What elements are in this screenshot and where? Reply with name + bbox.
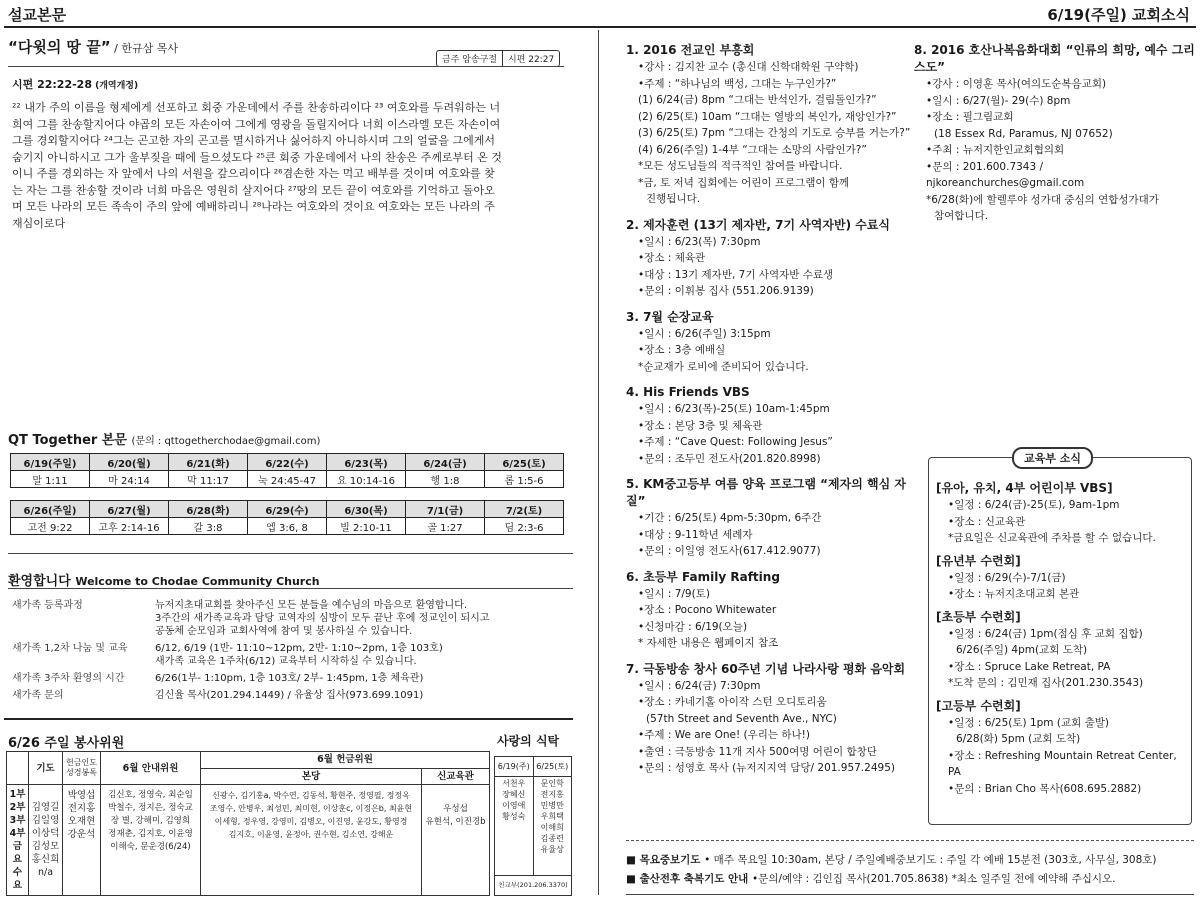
news-section-item: •장소 : 체육관 [638,252,706,264]
welcome-divider [8,588,573,589]
meal-name: 민병만 [540,800,564,810]
qt-ref: 말 1:11 [11,471,90,488]
footer-line-birth [626,871,1196,886]
meal-name: 서천우 [502,778,526,788]
vol-header-prayer: 기도 [29,752,63,785]
section-title-news: 6/19(주일) 교회소식 [1047,6,1190,24]
scripture-line: 그를 경외할지어다 ²⁴그는 곤고한 자의 곤고를 멸시하거나 싫어하지 아니하시며 그의 얼굴을 그에게서 [12,134,495,147]
scripture-line: 숨기지 아니하시고 그가 울부짖을 때에 들으셨도다 ²⁵큰 회중 가운데에서 나의 찬송은 주께로부터 온 것 [12,150,502,164]
sermon-title [8,36,178,57]
vol-guide [101,785,201,896]
welcome-line: 김신율 목사(201.294.1449) / 유율상 집사(973.699.1091) [155,690,424,701]
meal-header-row [495,757,572,777]
welcome-row-label: 새가족 1,2차 나눔 및 교육 [12,643,128,654]
qt-ref: 골 1:27 [406,518,485,535]
news-section-item: •강사 : 이영훈 목사(여의도순복음교회) [926,78,1107,90]
vol-name: 박영섭 [67,790,96,802]
news-section-item: •대상 : 9-11학년 세례자 [638,528,753,541]
news-section-item: 6/26(주일) 4pm(교회 도착) [956,644,1088,656]
vol-name: 전지홍 [67,803,96,815]
welcome-row-registration [12,599,572,638]
news-section-heading: 6. 초등부 Family Rafting [626,569,780,584]
scripture-line: ²² 내가 주의 이름을 형제에게 선포하고 회중 가운데에서 주를 찬송하리이다 ²³ 여호와를 두려워하는 너 [12,101,501,114]
qt-ref: 고후 2:14-16 [90,518,169,535]
news-section-item: •장소 : 카네기홀 아이작 스턴 오디토리움 [638,696,827,708]
qt-ref: 딤 2:3-6 [485,518,564,535]
news-section-heading: [초등부 수련회] [936,609,1021,624]
vol-line: 박철수, 정지은, 정숙교 [108,803,193,814]
meal-name: 이영애 [502,800,526,810]
welcome-row-week3 [12,672,572,685]
news-section-item: •문의 : 이일영 전도사(617.412.9077) [638,545,821,557]
vol-line: 조영수, 안병우, 최성민, 최미현, 이상훈c, 이정은b, 최윤현 [209,804,413,814]
education-news-content [936,480,1190,803]
meal-body-row [495,776,572,875]
qt-ref-row [11,518,564,535]
qt-table-week2 [10,500,564,535]
qt-ref: 막 11:17 [169,471,248,488]
news-section-item: *순교재가 로비에 준비되어 있습니다. [638,360,809,373]
news-section-item: •일정 : 6/24(금)-25(토), 9am-1pm [948,499,1120,511]
news-section-heading: [유년부 수련회] [936,553,1021,568]
meal-note-row [495,876,572,896]
meal-name: 문인학 [540,778,564,788]
vol-header-usher: 헌금인도 성경봉독 [63,752,101,785]
news-section-item: •일시 : 6/26(주일) 3:15pm [638,327,771,340]
vol-line: 김신호, 정영숙, 최순임 [108,790,193,801]
news-section-item: •주제 : We are One! (우리는 하나!) [638,729,810,741]
news-section [626,309,916,376]
news-section-item: *도착 문의 : 김민재 집사(201.230.3543) [948,677,1144,689]
news-section-item: •장소 : 본당 3층 및 체육관 [638,419,763,432]
news-section-item: 참여합니다. [934,210,989,222]
footer-birth-text: •문의/예약 : 김인집 목사(201.705.8638) *최소 일주일 전에 예약해 주십시오. [751,873,1116,885]
memory-verse-label: 금주 암송구절 [442,55,498,65]
qt-date: 6/26(주일) [11,501,90,518]
qt-date: 6/22(수) [248,454,327,471]
news-section-item: (3) 6/25(토) 7pm “그대는 간청의 기도로 승부를 거는가?” [638,127,911,139]
news-section-heading: 4. His Friends VBS [626,385,750,399]
footer-bottom-line [626,894,1194,895]
news-section [626,661,916,777]
vol-name: 오재현 [67,816,96,828]
qt-date-row [11,454,564,471]
vol-name: 우성섭 [443,804,468,815]
education-news-title: 교육부 소식 [1012,447,1093,469]
news-section [626,42,916,208]
vol-line: 신광수, 김기홍a, 박수연, 김동석, 황현주, 정영필, 정정옥 [212,791,410,801]
qt-ref: 롬 1:5-6 [485,471,564,488]
vol-service: 3부 [9,815,26,827]
scripture-line: 는 자는 그를 찬송할 것이라 너희 마음은 영원히 살지어다 ²⁷땅의 모든 끝이 여호와를 기억하고 돌아오 [12,183,495,197]
news-section-item: •장소 : Spruce Lake Retreat, PA [948,660,1111,673]
welcome-line: 공동체 순모임과 교회사역에 참여 및 봉사하실 수 있습니다. [155,626,413,637]
news-section-heading: 3. 7월 순장교육 [626,309,714,324]
news-section-item: •신청마감 : 6/19(오늘) [638,620,748,633]
news-section-item: •장소 : Refreshing Mountain Retreat Center, PA [948,749,1177,778]
meal-name: 김종련 [540,833,564,843]
volunteers-table [6,751,490,896]
vol-service: 2부 [9,802,26,814]
qt-date: 6/21(화) [169,454,248,471]
vol-name: 홍신희 [31,854,60,866]
sermon-title-text: “다윗의 땅 끝” [8,38,111,56]
news-section-item: •문의 : 조두민 전도사(201.820.8998) [638,452,821,465]
qt-date: 6/28(화) [169,501,248,518]
welcome-heading [8,570,320,589]
news-section-item: •장소 : 필그림교회 [926,111,1014,123]
scripture-reference [12,76,138,92]
meal-name: 유율상 [540,844,564,854]
vol-name: 김영길 [31,802,60,814]
news-section-item: •장소 : 뉴저지초대교회 본관 [948,588,1080,600]
sermon-pastor: 한규삼 목사 [121,42,178,55]
meal-col2 [533,776,572,875]
news-section-item: 진행됩니다. [646,193,701,205]
news-section-heading: 8. 2016 호산나복음화대회 “인류의 희망, 예수 그리스도” [914,43,1195,74]
news-section-item: *모든 성도님들의 적극적인 참여를 바랍니다. [638,160,843,172]
meal-table [494,756,572,896]
vol-name: 유현석, 이진경b [425,817,486,828]
welcome-line: 3주간의 새가족교육과 담당 교역자의 심방이 모두 끝난 후에 정교인이 되시고 [155,613,490,624]
news-section-item: •장소 : Pocono Whitewater [638,604,777,616]
welcome-line: 6/12, 6/19 (1반- 11:10~12pm, 2반- 1:10~2pm, 1층 103호) [155,643,443,654]
meal-name: 우희택 [540,811,564,821]
news-section-item: •문의 : 성영호 목사 (뉴저지지역 담당/ 201.957.2495) [638,762,895,774]
memory-verse-tag [436,50,560,67]
qt-ref: 고전 9:22 [11,518,90,535]
vol-name: n/a [37,867,54,879]
news-section-heading: 5. KM중고등부 여름 양육 프로그램 “제자의 핵심 자질” [626,477,906,508]
meal-date: 6/19(주) [495,757,534,777]
news-section-item: •장소 : 3층 예배실 [638,344,726,356]
news-section [626,384,916,467]
qt-date: 6/23(목) [327,454,406,471]
section-title-sermon: 설교본문 [8,6,66,24]
news-section-item: •일시 : 6/24(금) 7:30pm [638,679,761,692]
welcome-row-text [155,672,572,685]
qt-date: 6/19(주일) [11,454,90,471]
vol-header-offering: 6월 헌금위원 [201,752,490,769]
news-section-item: 6/28(화) 5pm (교회 도착) [956,733,1081,745]
qt-date-row [11,501,564,518]
news-section-heading: 1. 2016 전교인 부흥회 [626,43,755,57]
news-section-item: (57th Street and Seventh Ave., NYC) [646,712,837,725]
vol-name: 강운석 [67,829,96,841]
meal-date: 6/25(토) [533,757,572,777]
news-section [626,569,916,652]
qt-ref: 빌 2:10-11 [327,518,406,535]
meal-col1 [495,776,534,875]
vol-name: 김성모 [31,841,60,853]
sermon-divider [8,66,564,67]
news-section [626,476,916,560]
news-section-item: •출연 : 극동방송 11개 지사 500여명 어린이 합창단 [638,745,877,758]
qt-ref: 갈 3:8 [169,518,248,535]
meal-note: 친교부(201.206.3370) [495,876,572,896]
qt-ref-row [11,471,564,488]
news-section [936,553,1190,603]
welcome-row-text [155,642,572,668]
news-section-item: (4) 6/26(주일) 1-4부 “그대는 소망의 사람인가?” [638,143,867,156]
news-section-item: •주제 : “하나님의 백성, 그대는 누구인가?” [638,77,837,90]
vol-name: 김일영 [31,815,60,827]
welcome-row-education [12,642,572,668]
news-section [626,217,916,300]
vol-main [201,785,422,896]
qt-ref: 행 1:8 [406,471,485,488]
qt-ref: 엡 3:6, 8 [248,518,327,535]
news-section-item: •대상 : 13기 제자반, 7기 사역자반 수료생 [638,268,834,281]
welcome-line: 뉴저지초대교회를 찾아주신 모든 분들을 예수님의 마음으로 환영합니다. [155,600,468,611]
news-section-item: •주최 : 뉴저지한인교회협의회 [926,144,1065,156]
vol-line: 이세형, 정우영, 강영미, 김병오, 이진영, 윤강도, 황영경 [214,817,408,827]
footer-line-prayer [626,852,1196,867]
qt-date: 6/20(월) [90,454,169,471]
scripture-line: 며 모든 나라의 모든 족속이 주의 앞에 예배하리니 ²⁸나라는 여호와의 것이요 여호와는 모든 나라의 주 [12,200,495,213]
qt-ref: 눅 24:45-47 [248,471,327,488]
welcome-line: 6/26(1부- 1:10pm, 1층 103호/ 2부- 1:45pm, 1층 체육관) [155,673,424,684]
news-section-heading: [고등부 수련회] [936,698,1021,713]
news-section-heading: 7. 극동방송 창사 60주년 기념 나라사랑 평화 음악회 [626,661,906,676]
qt-date: 6/24(금) [406,454,485,471]
footer-prayer-text: • 매주 목요일 10:30am, 본당 / 주일예배중보기도 : 주일 각 예배 15분전 (303호, 사무실, 308호) [704,854,1157,866]
news-section-item: •일정 : 6/29(수)-7/1(금) [948,571,1066,584]
vol-header-guide: 6월 안내위원 [101,752,201,785]
vol-service: 4부 [9,828,26,840]
meal-title: 사랑의 식탁 [497,734,560,748]
news-section-item: •일정 : 6/25(토) 1pm (교회 출발) [948,716,1109,729]
sermon-title-separator: / [110,42,122,55]
vol-header-gym: 신교육관 [422,768,490,785]
welcome-title: 환영합니다 [8,574,71,589]
vol-service: 금요 [12,841,23,866]
vol-header-main: 본당 [201,768,422,785]
news-section-item: •일시 : 6/27(월)- 29(수) 8pm [926,94,1071,107]
news-item-8 [914,42,1196,225]
scripture-text [12,100,560,232]
vol-line: 정재춘, 김지호, 이윤영 [108,829,193,840]
volunteer-top-divider [4,718,573,720]
scripture-ref-text: 시편 22:22-28 [12,78,92,91]
news-section-item: •일시 : 6/23(목)-25(토) 10am-1:45pm [638,403,830,415]
news-column [626,42,916,786]
news-section-item: •일정 : 6/24(금) 1pm(점심 후 교회 집합) [948,627,1143,640]
meal-name: 이해희 [540,822,564,832]
footer-birth-label: ■ 출산전후 축복기도 안내 [626,873,749,885]
qt-date: 6/29(수) [248,501,327,518]
vol-services [7,785,29,896]
news-section-item: *금, 토 저녁 집회에는 어린이 프로그램이 함께 [638,176,850,189]
vol-usher [63,785,101,896]
news-section-item: •문의 : 이휘봉 집사 (551.206.9139) [638,285,814,297]
welcome-row-text [155,689,572,702]
column-divider [598,30,599,895]
news-section-item: (2) 6/25(토) 10am “그대는 열방의 복인가, 재앙인가?” [638,110,897,123]
news-section-item: •강사 : 김지찬 교수 (총신대 신학대학원 구약학) [638,61,859,73]
news-section [914,42,1196,225]
vol-corner-cell [7,752,29,785]
qt-contact: (문의 : qttogetherchodae@gmail.com) [131,436,321,447]
qt-table-week1 [10,453,564,488]
news-section [936,609,1190,692]
qt-date: 7/1(금) [406,501,485,518]
welcome-title-en: Welcome to Chodae Community Church [75,575,320,588]
welcome-rows [12,599,572,702]
welcome-row-label: 새가족 3주차 환영의 시간 [12,673,125,684]
news-section-item: •기간 : 6/25(토) 4pm-5:30pm, 6주간 [638,512,822,524]
news-section-item: (1) 6/24(금) 8pm “그대는 반석인가, 걸림돌인가?” [638,94,877,106]
scripture-line: 이니 주를 경외하는 자 앞에서 나의 서원을 갚으리이다 ²⁶겸손한 자는 먹고 배부를 것이며 여호와를 찾 [12,167,495,180]
qt-date: 6/25(토) [485,454,564,471]
vol-gym [422,785,490,896]
footer-prayer-label: ■ 목요중보기도 [626,854,701,866]
volunteers-title: 6/26 주일 봉사위원 [8,736,125,751]
qt-ref: 요 10:14-16 [327,471,406,488]
news-section-item: •장소 : 신교육관 [948,515,1026,528]
welcome-row-text [155,599,572,638]
news-section-item: *6/28(화)에 할렐루야 성가대 중심의 연합성가대가 [926,193,1159,206]
scripture-line: 희여 그를 찬송할지어다 야곱의 모든 자손이여 그에게 영광을 돌릴지어다 너희 이스라엘 모든 자손이여 [12,117,501,131]
vol-line: 김지호, 이윤영, 윤정아, 권수현, 김소연, 강해운 [228,830,394,840]
qt-ref: 마 24:14 [90,471,169,488]
meal-name: 황성숙 [502,811,526,821]
welcome-row-contact [12,689,572,702]
memory-verse-ref: 시편 22:27 [502,51,559,66]
scripture-ref-note: (개역개정) [91,81,139,91]
news-section-item: (18 Essex Rd, Paramus, NJ 07652) [934,127,1113,140]
vol-line: 이해숙, 문운경(6/24) [110,842,191,853]
qt-divider [8,553,573,554]
scripture-line: 재심이로다 [12,216,66,230]
news-section-item: *금요일은 신교육관에 주차를 할 수 없습니다. [948,532,1156,544]
footer-divider [626,840,1194,841]
welcome-row-label: 새가족 문의 [12,690,64,701]
vol-service: 수요 [12,867,23,892]
vol-line: 장 별, 강해미, 김영희 [110,816,191,827]
qt-date: 7/2(토) [485,501,564,518]
header-divider [4,26,1196,28]
vol-prayer [29,785,63,896]
welcome-row-label: 새가족 등록과정 [12,600,83,611]
news-section [936,480,1190,547]
news-section-item: •일시 : 7/9(토) [638,587,710,600]
qt-heading [8,429,320,448]
news-section-heading: [유아, 유치, 4부 어린이부 VBS] [936,481,1113,495]
vol-service: 1부 [9,789,26,801]
news-section [936,698,1190,798]
news-section-heading: 2. 제자훈련 (13기 제자반, 7기 사역자반) 수료식 [626,217,891,232]
qt-date: 6/30(목) [327,501,406,518]
meal-name: 장혜신 [502,789,526,799]
news-section-item: •주제 : “Cave Quest: Following Jesus” [638,436,833,448]
qt-title: QT Together 본문 [8,433,127,448]
news-section-item: •문의 : 201.600.7343 / njkoreanchurches@gmail.com [926,160,1085,189]
meal-name: 전지홍 [540,789,564,799]
news-section-item: •문의 : Brian Cho 목사(608.695.2882) [948,782,1142,795]
welcome-line: 새가족 교육은 1주차(6/12) 교육부터 시작하실 수 있습니다. [155,656,417,667]
qt-date: 6/27(월) [90,501,169,518]
vol-body-row [7,785,490,896]
vol-header-row [7,752,490,769]
vol-name: 이상덕 [31,828,60,840]
news-section-item: •일시 : 6/23(목) 7:30pm [638,235,761,248]
news-section-item: * 자세한 내용은 웹페이지 참조 [638,637,779,649]
